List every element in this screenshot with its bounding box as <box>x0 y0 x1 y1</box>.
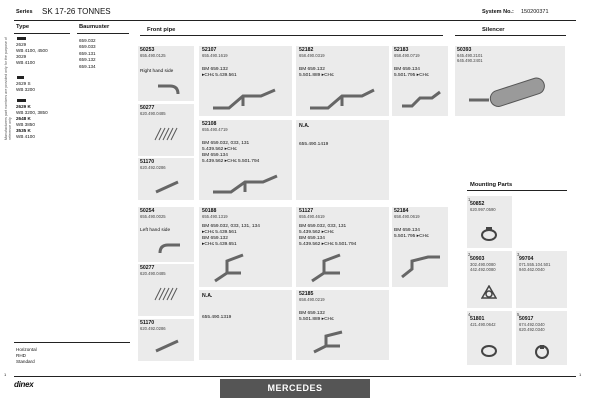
part-number: 52185 <box>299 291 314 297</box>
silencer-rule <box>455 35 566 36</box>
part-box-50253[interactable] <box>138 46 194 101</box>
clamp-icon <box>479 343 499 359</box>
part-oe: 655.490.0125 <box>140 53 166 58</box>
part-oe: 655.490.4719 <box>202 127 228 132</box>
vertical-note: Manufacturers part numbers are provided only for the purpose of reference only <box>4 37 12 140</box>
series-label: Series <box>16 9 33 15</box>
fit-line: 5.439.562 ▸CH≤ 5.501.794 <box>202 159 260 164</box>
part-number: 50277 <box>140 265 155 271</box>
part-oe: 071.555.104.501 <box>519 262 551 267</box>
part-oe: 674.492.0340 <box>519 322 545 327</box>
baumuster-header: Baumuster <box>79 24 110 30</box>
part-box-52184[interactable] <box>392 207 448 287</box>
dinex-logo: dinex <box>14 380 34 389</box>
model-2648k-wb: WB 3850 <box>16 122 35 127</box>
fit-line: BM 659.134 <box>394 67 420 72</box>
model-3029-wb: WB 4100 <box>16 60 35 65</box>
part-oe: 658.490.0619 <box>394 214 420 219</box>
part-number: 51801 <box>470 316 485 322</box>
part-number: 51170 <box>140 320 155 326</box>
fit-line: BM 659.132 <box>202 236 228 241</box>
fit-line: 5.501.889 ▸CH≤ <box>299 73 334 78</box>
part-oe: 658.490.0219 <box>299 297 325 302</box>
fit-line: BM 659.032, 033, 131, 134 <box>202 224 260 229</box>
part-box-50254[interactable] <box>138 207 194 262</box>
part-oe: 645.490.2101 <box>457 53 483 58</box>
part-number: 50253 <box>140 47 155 53</box>
part-number: 50393 <box>457 47 472 53</box>
part-number: 50254 <box>140 208 155 214</box>
fit-line: 5.501.795 ▸CH≤ <box>394 234 429 239</box>
fit-line: BM 659.134 <box>394 228 420 233</box>
mount-box-50917[interactable] <box>516 311 567 365</box>
front-pipe-icon <box>398 88 444 112</box>
part-number: 52107 <box>202 47 217 53</box>
part-box-52108[interactable] <box>199 120 292 200</box>
fit-line: 655.490.1319 <box>202 315 232 320</box>
baumuster-1: 659.032 <box>79 38 96 43</box>
page-num-left: 1 <box>4 372 7 377</box>
gasket-icon <box>481 285 497 301</box>
flex-pipe-icon <box>152 286 182 302</box>
baumuster-4: 659.132 <box>79 57 96 62</box>
mount-box-51801[interactable] <box>467 311 512 365</box>
part-number: 50903 <box>470 256 485 262</box>
bolt-icon <box>532 343 552 361</box>
series-value: SK 17-26 TONNES <box>42 7 111 16</box>
part-box-51170b[interactable] <box>138 319 194 361</box>
truck-s-icon <box>17 76 24 79</box>
type-header: Type <box>16 24 30 30</box>
bend-pipe-icon <box>156 241 182 257</box>
part-oe-2: 940.462.0040 <box>519 267 545 272</box>
part-number: 51170 <box>140 159 155 165</box>
part-number: 50852 <box>470 201 485 207</box>
part-number: 50277 <box>140 105 155 111</box>
model-3535k-wb: WB 4100 <box>16 134 35 139</box>
mount-index: 2. <box>468 252 472 257</box>
side-note: Right hand side <box>140 69 174 74</box>
part-box-50393[interactable] <box>455 46 565 116</box>
baumuster-2: 659.033 <box>79 44 96 49</box>
part-box-na-1319[interactable] <box>199 290 292 360</box>
part-oe-2: 645.490.2401 <box>457 58 483 63</box>
baumuster-rule <box>77 33 129 34</box>
model-2629-wb: WB 4100, 4500 <box>16 48 48 53</box>
part-number: 52184 <box>394 208 409 214</box>
footer-rhd: RHD <box>16 353 26 358</box>
mounting-rule <box>467 190 567 191</box>
part-box-51127[interactable] <box>296 207 389 287</box>
fit-line: 5.501.795 ▸CH≤ <box>394 73 429 78</box>
mount-index: 3. <box>517 252 521 257</box>
front-pipe-icon <box>308 328 368 356</box>
part-oe: 620.492.0286 <box>140 326 166 331</box>
part-number: N.A. <box>202 293 213 299</box>
mounting-header: Mounting Parts <box>470 182 513 188</box>
part-oe: 620.490.0485 <box>140 271 166 276</box>
model-2629s: 2629 S <box>16 81 31 86</box>
part-box-51170a[interactable] <box>138 158 194 200</box>
footer-standard: Standard <box>16 359 35 364</box>
part-oe-2: 620.492.0340 <box>519 327 545 332</box>
header-bar <box>14 6 576 20</box>
front-pipe-icon <box>306 251 366 285</box>
part-number: 51127 <box>299 208 314 214</box>
fit-line: ▸CH≤ 5.439.561 <box>202 73 237 78</box>
clamp-icon <box>479 226 499 242</box>
part-oe: 658.490.0719 <box>394 53 420 58</box>
fit-line: BM 659.132 <box>299 311 325 316</box>
part-oe: 302.490.0080 <box>470 262 496 267</box>
fit-line: BM 659.032, 033, 131 <box>202 141 250 146</box>
part-number: 50917 <box>519 316 534 322</box>
part-number: 52183 <box>394 47 409 53</box>
part-box-52183[interactable] <box>392 46 448 116</box>
side-note: Left hand side <box>140 228 171 233</box>
mount-index: 4. <box>468 312 472 317</box>
part-box-50277b[interactable] <box>138 264 194 316</box>
part-box-na-1419[interactable] <box>296 120 389 200</box>
fit-line: BM 659.134 <box>299 236 325 241</box>
part-number: 50188 <box>202 208 217 214</box>
mount-box-50903[interactable] <box>467 251 512 308</box>
mount-index: 5. <box>517 312 521 317</box>
part-oe: 655.490.1619 <box>202 53 228 58</box>
model-2629k-wb: WB 3200, 3850 <box>16 110 48 115</box>
part-oe: 658.490.0319 <box>299 53 325 58</box>
truck-icon <box>17 37 26 40</box>
part-oe: 655.490.1319 <box>202 214 228 219</box>
fit-line: 5.439.562 ▸CH≤ 5.501.794 <box>299 242 357 247</box>
part-number: N.A. <box>299 123 310 129</box>
fit-line: 5.439.562 ▸CH≤ <box>202 147 237 152</box>
bend-pipe-icon <box>156 82 182 98</box>
front-pipe-icon <box>209 172 283 198</box>
left-column <box>14 24 132 374</box>
silencer-header: Silencer <box>482 27 505 33</box>
baumuster-5: 659.134 <box>79 64 96 69</box>
mount-box-50852[interactable] <box>467 196 512 248</box>
flex-pipe-icon <box>152 126 182 142</box>
part-oe: 655.490.0025 <box>140 214 166 219</box>
straight-pipe-icon <box>154 339 180 353</box>
part-oe-2: 442.492.0080 <box>470 267 496 272</box>
part-box-52107[interactable] <box>199 46 292 116</box>
model-2648k: 2648 K <box>16 116 31 121</box>
fit-line: 5.501.889 ▸CH≤ <box>299 317 334 322</box>
part-box-52185[interactable] <box>296 290 389 360</box>
part-oe: 620.492.0286 <box>140 165 166 170</box>
fit-line: BM 659.132 <box>202 67 228 72</box>
system-value: 150200371 <box>521 9 549 15</box>
part-number: 99704 <box>519 256 534 262</box>
left-footer-rule <box>14 342 130 343</box>
part-oe: 620.490.0485 <box>140 111 166 116</box>
part-oe: 655.490.4619 <box>299 214 325 219</box>
fit-line: 655.490.1419 <box>299 142 329 147</box>
footer-rule <box>14 376 576 377</box>
front-pipe-icon <box>398 251 444 281</box>
model-2629s-wb: WB 3200 <box>16 87 35 92</box>
front-pipe-header: Front pipe <box>147 27 176 33</box>
fit-line: BM 659.132 <box>299 67 325 72</box>
part-number: 52182 <box>299 47 314 53</box>
front-pipe-rule <box>140 35 443 36</box>
fit-line: 5.439.562 ▸CH≤ <box>299 230 334 235</box>
footer-horizontal: Horizontal <box>16 347 37 352</box>
front-pipe-icon <box>306 86 380 114</box>
mount-index: 1. <box>468 197 472 202</box>
mount-box-99704[interactable] <box>516 251 567 308</box>
model-2629k: 2629 K <box>16 104 31 109</box>
silencer-icon <box>463 74 553 108</box>
part-oe: 421.490.0642 <box>470 322 496 327</box>
straight-pipe-icon <box>154 180 180 194</box>
part-box-50188[interactable] <box>199 207 292 287</box>
baumuster-3: 659.131 <box>79 51 96 56</box>
fit-line: ▸CH≤ 5.439.561 <box>202 230 237 235</box>
part-oe: 620.997.0590 <box>470 207 496 212</box>
page-num-right: 1 <box>579 372 582 377</box>
type-rule <box>14 33 70 34</box>
header-rule <box>14 20 576 21</box>
part-box-52182[interactable] <box>296 46 389 116</box>
part-box-50277a[interactable] <box>138 104 194 156</box>
model-3535k: 3535 K <box>16 128 31 133</box>
front-pipe-icon <box>209 86 283 114</box>
front-pipe-icon <box>209 251 269 285</box>
model-3029: 3029 <box>16 54 27 59</box>
brand-name: MERCEDES <box>267 383 323 393</box>
model-2629: 2629 <box>16 42 27 47</box>
truck-k-icon <box>17 99 26 102</box>
fit-line: BM 659.032, 033, 131 <box>299 224 347 229</box>
system-label: System No.: <box>482 9 514 15</box>
fit-line: BM 659.134 <box>202 153 228 158</box>
fit-line: ▸CH≤ 5.439.651 <box>202 242 237 247</box>
part-number: 52108 <box>202 121 217 127</box>
